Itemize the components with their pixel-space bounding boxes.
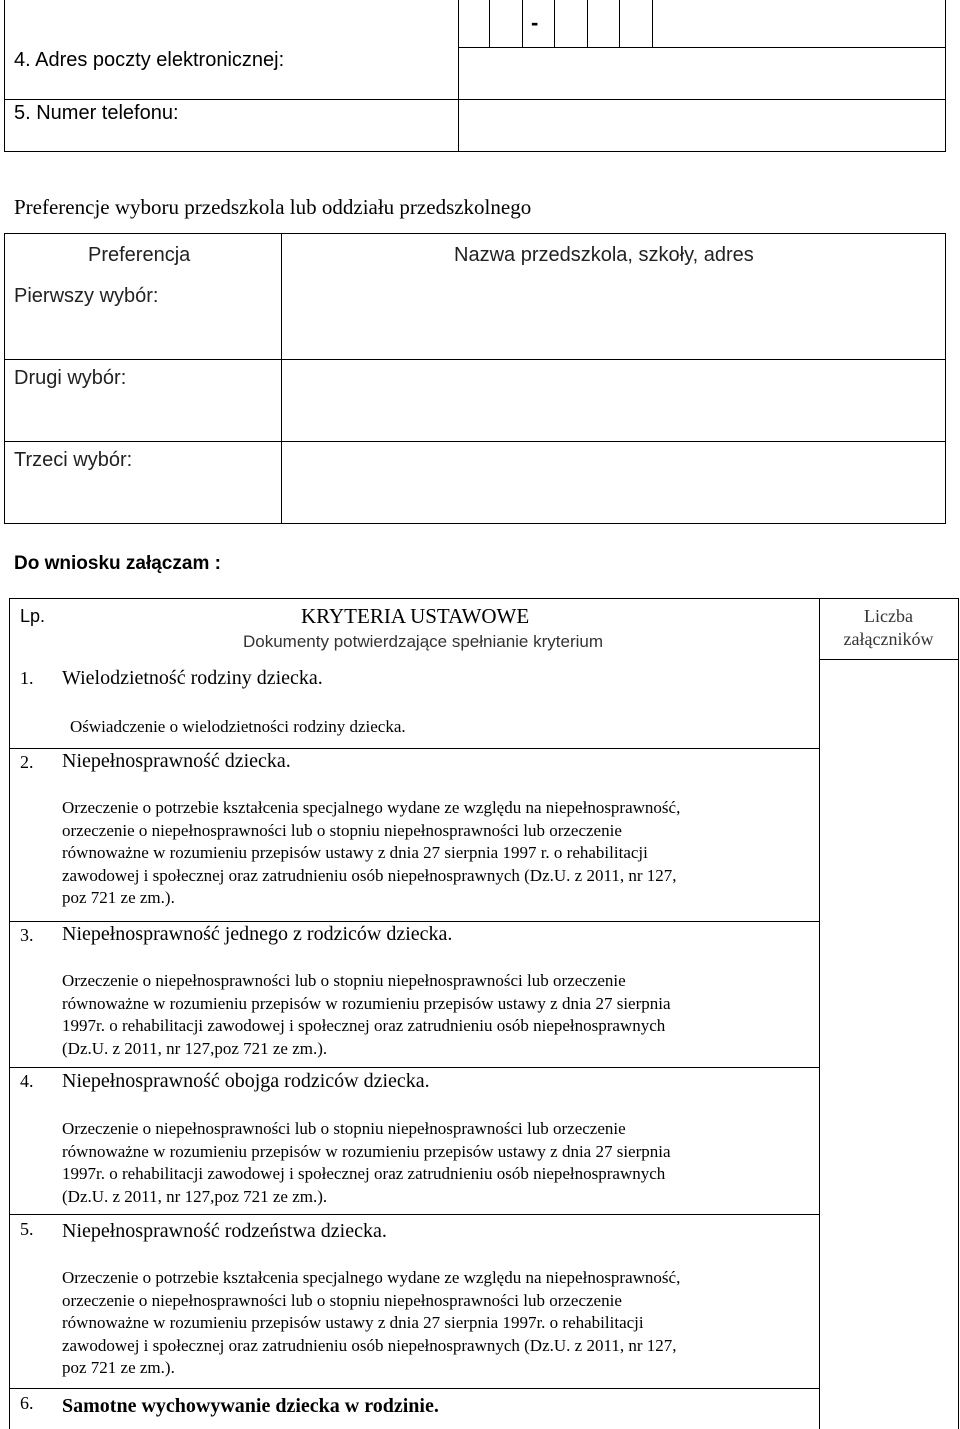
second-choice-field[interactable] — [282, 360, 945, 441]
criterion-title: Niepełnosprawność dziecka. — [62, 750, 291, 772]
col-school-name-header: Nazwa przedszkola, szkoły, adres — [454, 244, 754, 266]
email-separator: - — [531, 10, 539, 35]
criterion-number: 1. — [20, 668, 34, 688]
criterion-description: Orzeczenie o niepełnosprawności lub o stopniu niepełnosprawności lub orzeczenie równoważne w rozumieniu przepisów w rozumieniu przepisów ustawy z dnia 27 sierpnia 1997r. o rehabilitacji zawodowej i społecznej oraz zatrudnieniu osób niepełnosprawnych (Dz.U. z 2011, nr 127,poz 721 ze zm.). — [62, 971, 671, 1058]
criterion-description: Orzeczenie o niepełnosprawności lub o stopniu niepełnosprawności lub orzeczenie równoważne w rozumieniu przepisów w rozumieniu przepisów ustawy z dnia 27 sierpnia 1997r. o rehabilitacji zawodowej i społecznej oraz zatrudnieniu osób niepełnosprawnych (Dz.U. z 2011, nr 127,poz 721 ze zm.). — [62, 1119, 671, 1206]
col-attachment-count-header: Liczba załączników — [843, 606, 934, 649]
attachment-count-field[interactable] — [820, 1068, 958, 1214]
attachment-count-field[interactable] — [820, 1215, 958, 1388]
criterion-number: 2. — [20, 752, 34, 772]
third-choice-field[interactable] — [282, 442, 945, 523]
criterion-title: Wielodzietność rodziny dziecka. — [62, 667, 323, 689]
criterion-title: Niepełnosprawność jednego z rodziców dziecka. — [62, 923, 453, 945]
second-choice-label: Drugi wybór: — [14, 367, 127, 389]
criterion-description: Orzeczenie o potrzebie kształcenia specjalnego wydane ze względu na niepełnosprawność, orzeczenie o niepełnosprawności lub o stopniu niepełnosprawności lub orzeczenie równoważne w rozumieniu przepisów ustawy z dnia 27 sierpnia 1997r. o rehabilitacji zawodowej i społecznej oraz zatrudnieniu osób niepełnosprawnych (Dz.U. z 2011, nr 127, poz 721 ze zm.). — [62, 1268, 681, 1377]
criterion-description: Oświadczenie o wielodzietności rodziny dziecka. — [70, 717, 406, 736]
col-criteria-title: KRYTERIA USTAWOWE — [301, 604, 530, 628]
criterion-number: 5. — [20, 1219, 34, 1239]
criterion-title: Niepełnosprawność obojga rodziców dziecka. — [62, 1070, 430, 1092]
col-preference-header: Preferencja — [88, 244, 191, 266]
email-label: 4. Adres poczty elektronicznej: — [14, 49, 285, 71]
attachment-count-field[interactable] — [820, 749, 958, 921]
attachment-count-field[interactable] — [820, 1389, 958, 1429]
attachments-title: Do wniosku załączam : — [14, 553, 221, 574]
criterion-number: 3. — [20, 925, 34, 945]
criterion-title: Samotne wychowywanie dziecka w rodzinie. — [62, 1395, 439, 1417]
preferences-title: Preferencje wyboru przedszkola lub oddziału przedszkolnego — [14, 195, 532, 219]
third-choice-label: Trzeci wybór: — [14, 449, 133, 471]
attachment-count-field[interactable] — [820, 922, 958, 1067]
criterion-number: 6. — [20, 1393, 34, 1413]
col-criteria-subtitle: Dokumenty potwierdzające spełnianie kryterium — [243, 632, 603, 651]
first-choice-field[interactable] — [282, 270, 945, 359]
email-field[interactable] — [459, 48, 945, 99]
phone-field[interactable] — [459, 100, 945, 151]
attachment-count-field[interactable] — [820, 660, 958, 748]
phone-label: 5. Numer telefonu: — [14, 102, 179, 124]
criterion-description: Orzeczenie o potrzebie kształcenia specjalnego wydane ze względu na niepełnosprawność, orzeczenie o niepełnosprawności lub o stopniu niepełnosprawności lub orzeczenie równoważne w rozumieniu przepisów ustawy z dnia 27 sierpnia 1997 r. o rehabilitacji zawodowej i społecznej oraz zatrudnieniu osób niepełnosprawnych (Dz.U. z 2011, nr 127, poz 721 ze zm.). — [62, 798, 681, 907]
criterion-title: Niepełnosprawność rodzeństwa dziecka. — [62, 1220, 387, 1242]
col-lp-header: Lp. — [20, 606, 46, 626]
criterion-number: 4. — [20, 1071, 34, 1091]
first-choice-label: Pierwszy wybór: — [14, 285, 159, 307]
